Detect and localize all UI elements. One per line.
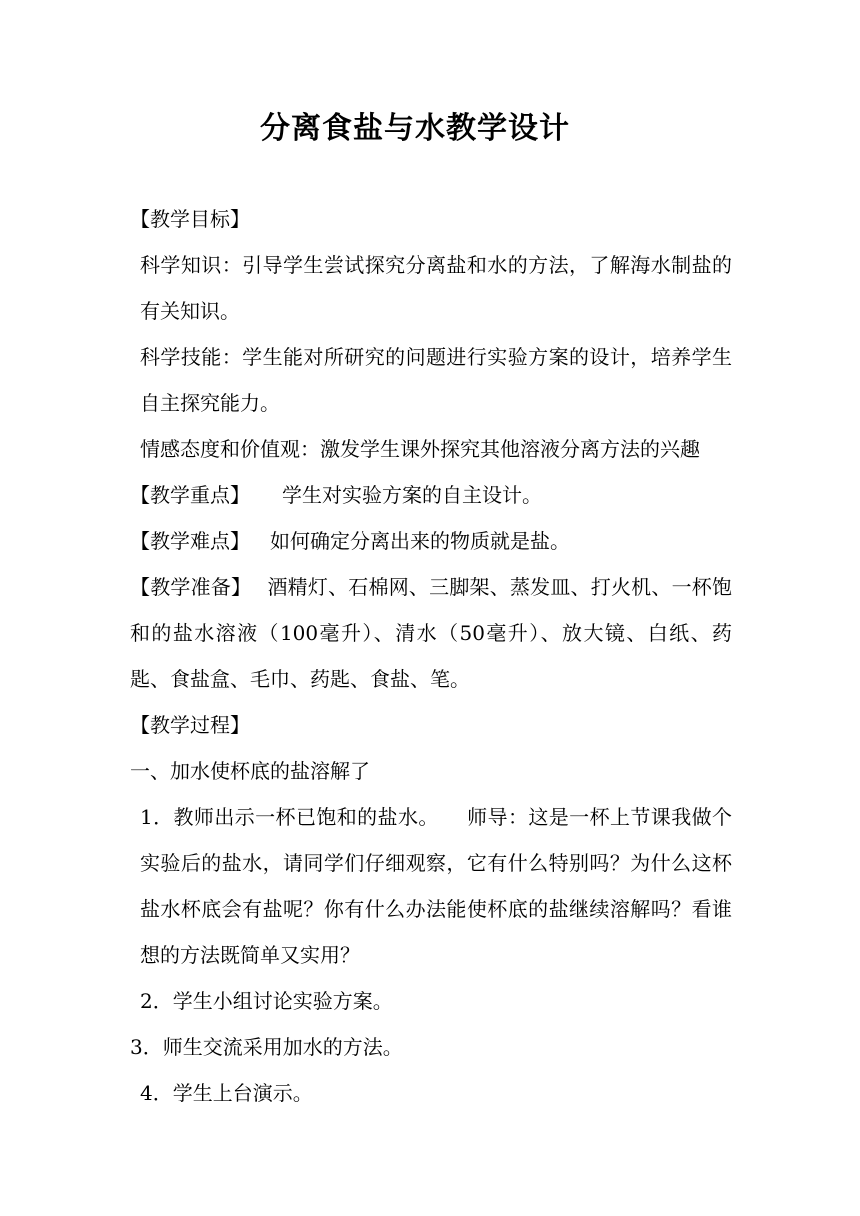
step-1-guide: 师导：这是一杯上节课我做个实验后的盐水，请同学们仔细观察，它有什么特别吗？为什么这杯盐水杯底会有盐呢？你有什么办法能使杯底的盐继续溶解吗？看谁想的方法既简单又实用？ bbox=[140, 805, 732, 967]
goal-attitude: 情感态度和价值观：激发学生课外探究其他溶液分离方法的兴趣 bbox=[140, 437, 700, 461]
difficulty-paragraph bbox=[130, 518, 732, 564]
step-1-intro: 1．教师出示一杯已饱和的盐水。 bbox=[140, 805, 439, 829]
process-step-4: 4．学生上台演示。 bbox=[140, 1081, 313, 1105]
preparation-paragraph bbox=[130, 564, 732, 702]
preparation-label: 【教学准备】 bbox=[130, 575, 252, 599]
key-point-paragraph bbox=[130, 472, 732, 518]
difficulty-text: 如何确定分离出来的物质就是盐。 bbox=[270, 529, 570, 553]
preparation-text: 酒精灯、石棉网、三脚架、蒸发皿、打火机、一杯饱和的盐水溶液（100毫升）、清水（50毫升）、放大镜、白纸、药匙、食盐盒、毛巾、药匙、食盐、笔。 bbox=[130, 575, 733, 691]
document-title: 分离食盐与水教学设计 bbox=[260, 111, 570, 146]
process-heading: 【教学过程】 bbox=[130, 713, 250, 737]
document-body bbox=[130, 196, 732, 1116]
process-section-1: 一、加水使杯底的盐溶解了 bbox=[130, 759, 370, 783]
goals-heading: 【教学目标】 bbox=[130, 207, 250, 231]
process-step-3: 3．师生交流采用加水的方法。 bbox=[130, 1035, 403, 1059]
process-step-2: 2．学生小组讨论实验方案。 bbox=[140, 989, 393, 1013]
goal-knowledge: 科学知识：引导学生尝试探究分离盐和水的方法，了解海水制盐的有关知识。 bbox=[140, 253, 732, 323]
goal-skills: 科学技能：学生能对所研究的问题进行实验方案的设计，培养学生自主探究能力。 bbox=[140, 345, 732, 415]
process-step-1 bbox=[130, 794, 732, 978]
key-point-label: 【教学重点】 bbox=[130, 483, 250, 507]
key-point-text: 学生对实验方案的自主设计。 bbox=[282, 483, 542, 507]
difficulty-label: 【教学难点】 bbox=[130, 529, 250, 553]
